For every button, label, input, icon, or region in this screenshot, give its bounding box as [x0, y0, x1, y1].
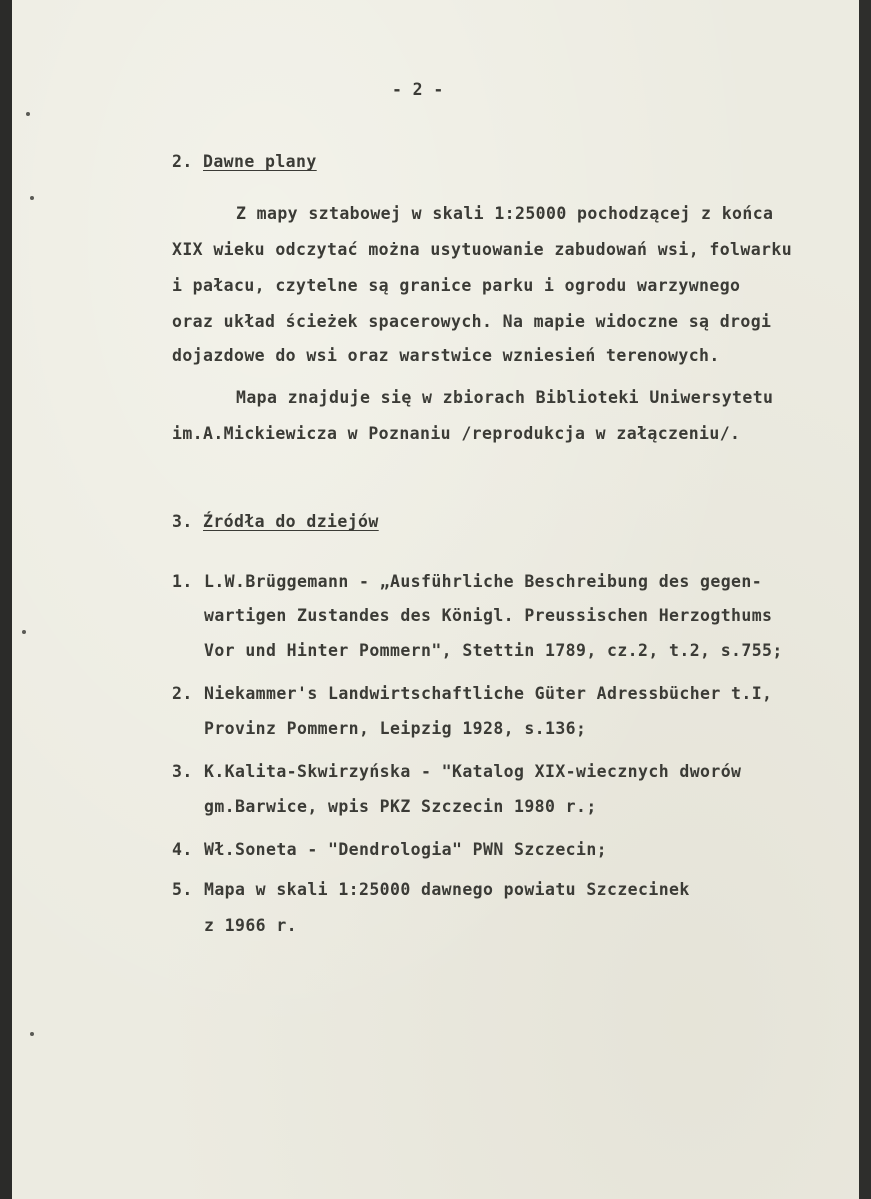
source-item-number: 2.	[172, 684, 193, 703]
source-item-line: K.Kalita-Skwirzyńska - "Katalog XIX-wiecznych dworów	[204, 762, 742, 781]
paragraph-1-line: XIX wieku odczytać można usytuowanie zabudowań wsi, folwarku	[172, 240, 793, 259]
source-item-number: 4.	[172, 840, 193, 859]
source-item-number: 5.	[172, 880, 193, 899]
paragraph-1-line: Z mapy sztabowej w skali 1:25000 pochodzącej z końca	[236, 204, 774, 223]
source-item-line: Mapa w skali 1:25000 dawnego powiatu Szczecinek	[204, 880, 690, 899]
paragraph-1-line: oraz układ ścieżek spacerowych. Na mapie widoczne są drogi	[172, 312, 772, 331]
section-3-heading	[172, 512, 379, 532]
source-item-number: 1.	[172, 572, 193, 591]
scan-edge-left	[0, 0, 12, 1199]
section-2-number: 2.	[172, 152, 193, 171]
source-item-line: L.W.Brüggemann - „Ausführliche Beschreibung des gegen-	[204, 572, 763, 591]
paper-speck	[26, 112, 30, 116]
section-2-title: Dawne plany	[203, 152, 317, 171]
paper-speck	[22, 630, 26, 634]
source-item-line: Vor und Hinter Pommern", Stettin 1789, cz.2, t.2, s.755;	[204, 641, 783, 660]
source-item-line: Niekammer's Landwirtschaftliche Güter Adressbücher t.I,	[204, 684, 773, 703]
section-3-title: Źródła do dziejów	[203, 512, 379, 531]
paper-speck	[30, 196, 34, 200]
paragraph-1-line: dojazdowe do wsi oraz warstwice wzniesień terenowych.	[172, 346, 720, 365]
scan-edge-right	[859, 0, 871, 1199]
paragraph-1-line: i pałacu, czytelne są granice parku i ogrodu warzywnego	[172, 276, 741, 295]
source-item-line: Provinz Pommern, Leipzig 1928, s.136;	[204, 719, 587, 738]
document-page	[12, 0, 859, 1199]
source-item-line: gm.Barwice, wpis PKZ Szczecin 1980 r.;	[204, 797, 597, 816]
paragraph-2-line: im.A.Mickiewicza w Poznaniu /reprodukcja w załączeniu/.	[172, 424, 741, 443]
source-item-number: 3.	[172, 762, 193, 781]
paper-speck	[30, 1032, 34, 1036]
source-item-line: Wł.Soneta - "Dendrologia" PWN Szczecin;	[204, 840, 608, 859]
page-number: - 2 -	[392, 80, 444, 99]
section-2-heading	[172, 152, 317, 172]
paragraph-2-line: Mapa znajduje się w zbiorach Biblioteki Uniwersytetu	[236, 388, 774, 407]
source-item-line: wartigen Zustandes des Königl. Preussischen Herzogthums	[204, 606, 773, 625]
source-item-line: z 1966 r.	[204, 916, 298, 935]
section-3-number: 3.	[172, 512, 193, 531]
